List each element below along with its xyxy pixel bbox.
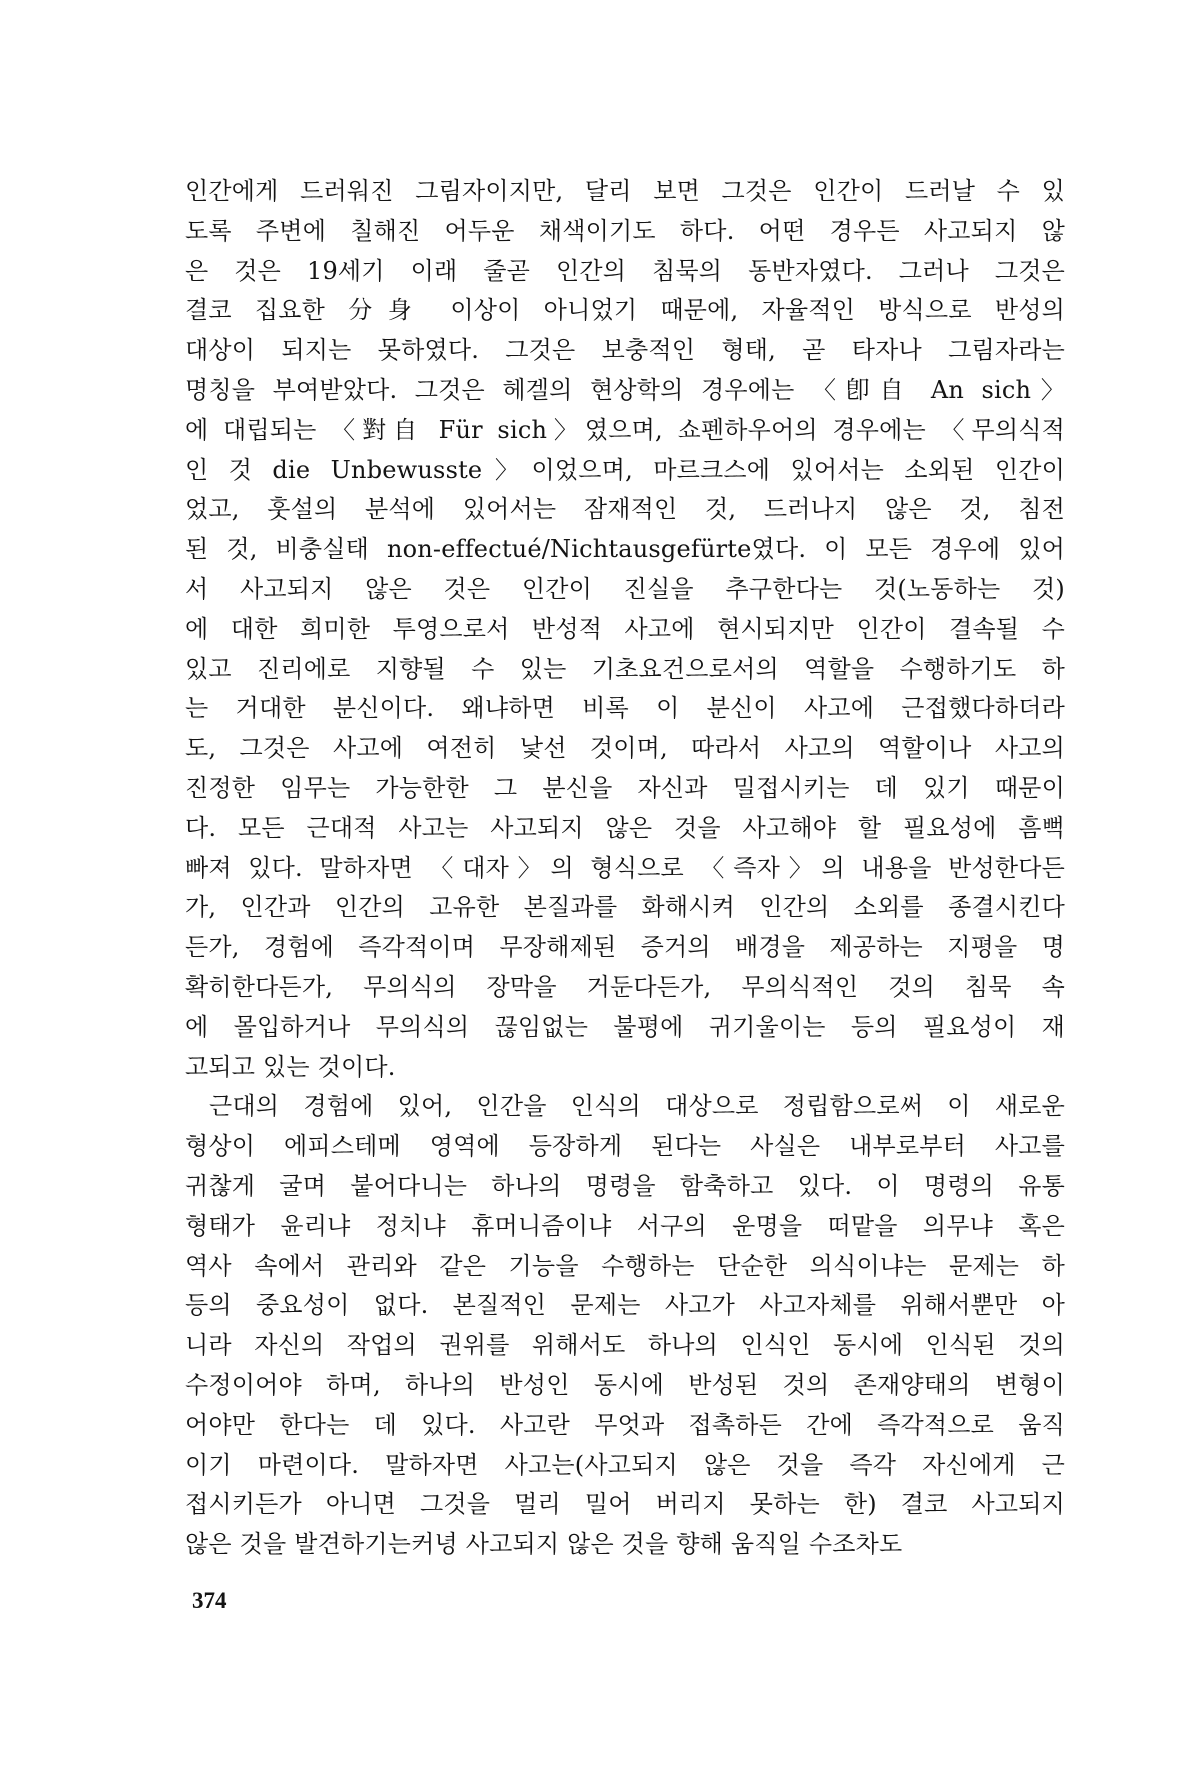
text-line: 진정한 임무는 가능한한 그 분신을 자신과 밀접시키는 데 있기 때문이 [185,773,1065,802]
page-number: 374 [192,1588,227,1613]
text-line: 인 것 die Unbewusste〉이었으며, 마르크스에 있어서는 소외된 인간이 [185,455,1065,484]
text-line: 든가, 경험에 즉각적이며 무장해제된 증거의 배경을 제공하는 지평을 명 [185,933,1065,962]
text-line: 에 몰입하거나 무의식의 끊임없는 불평에 귀기울이는 등의 필요성이 재 [185,1012,1065,1041]
text-line: 형태가 윤리냐 정치냐 휴머니즘이냐 서구의 운명을 떠맡을 의무냐 혹은 [185,1211,1065,1240]
text-line: 이기 마련이다. 말하자면 사고는(사고되지 않은 것을 즉각 자신에게 근 [185,1450,1065,1479]
text-line: 수정이어야 하며, 하나의 반성인 동시에 반성된 것의 존재양태의 변형이 [185,1370,1065,1399]
text-line: 대상이 되지는 못하였다. 그것은 보충적인 형태, 곧 타자나 그림자라는 [185,336,1065,365]
text-line: 에 대한 희미한 투영으로서 반성적 사고에 현시되지만 인간이 결속될 수 [185,614,1065,643]
text-line: 형상이 에피스테메 영역에 등장하게 된다는 사실은 내부로부터 사고를 [185,1132,1065,1161]
text-line: 않은 것을 발견하기는커녕 사고되지 않은 것을 향해 움직일 수조차도 [185,1530,903,1559]
text-line: 명칭을 부여받았다. 그것은 헤겔의 현상학의 경우에는 〈卽自 An sich〉 [185,375,1065,404]
text-line: 등의 중요성이 없다. 본질적인 문제는 사고가 사고자체를 위해서뿐만 아 [185,1291,1065,1320]
text-line: 고되고 있는 것이다. [185,1052,396,1081]
text-line: 니라 자신의 작업의 권위를 위해서도 하나의 인식인 동시에 인식된 것의 [185,1331,1065,1360]
text-line: 어야만 한다는 데 있다. 사고란 무엇과 접촉하든 간에 즉각적으로 움직 [185,1410,1065,1439]
text-line: 근대의 경험에 있어, 인간을 인식의 대상으로 정립함으로써 이 새로운 [209,1092,1065,1121]
text-line: 도, 그것은 사고에 여전히 낯선 것이며, 따라서 사고의 역할이나 사고의 [185,734,1065,763]
text-line: 도록 주변에 칠해진 어두운 채색이기도 하다. 어떤 경우든 사고되지 않 [185,216,1065,245]
text-line: 있고 진리에로 지향될 수 있는 기초요건으로서의 역할을 수행하기도 하 [185,654,1065,683]
text-line: 역사 속에서 관리와 같은 기능을 수행하는 단순한 의식이냐는 문제는 하 [185,1251,1065,1280]
text-line: 확히한다든가, 무의식의 장막을 거둔다든가, 무의식적인 것의 침묵 속 [185,972,1065,1001]
text-line: 인간에게 드러워진 그림자이지만, 달리 보면 그것은 인간이 드러날 수 있 [185,177,1065,205]
text-line: 접시키든가 아니면 그것을 멀리 밀어 버리지 못하는 한) 결코 사고되지 [185,1490,1065,1519]
text-line: 다. 모든 근대적 사고는 사고되지 않은 것을 사고해야 할 필요성에 흠뻑 [185,813,1065,842]
text-line: 귀찮게 굴며 붙어다니는 하나의 명령을 함축하고 있다. 이 명령의 유통 [185,1171,1065,1200]
body-text [185,172,1065,1565]
text-line: 었고, 훗설의 분석에 있어서는 잠재적인 것, 드러나지 않은 것, 침전 [185,495,1065,524]
text-line: 서 사고되지 않은 것은 인간이 진실을 추구한다는 것(노동하는 것) [185,574,1065,603]
text-line: 된 것, 비충실태 non-effectué/Nichtausgefürte였다. 이 모든 경우에 있어 [185,535,1065,564]
text-line: 빠져 있다. 말하자면 〈대자〉의 형식으로 〈즉자〉의 내용을 반성한다든 [185,853,1065,882]
text-line: 가, 인간과 인간의 고유한 본질과를 화해시켜 인간의 소외를 종결시킨다 [185,893,1065,922]
text-line: 에 대립되는 〈對自 Für sich〉였으며, 쇼펜하우어의 경우에는 〈무의식적 [185,415,1065,444]
text-line: 는 거대한 분신이다. 왜냐하면 비록 이 분신이 사고에 근접했다하더라 [185,694,1065,723]
text-line: 은 것은 19세기 이래 줄곧 인간의 침묵의 동반자였다. 그러나 그것은 [185,256,1065,285]
text-line: 결코 집요한 分身 이상이 아니었기 때문에, 자율적인 방식으로 반성의 [185,296,1065,325]
